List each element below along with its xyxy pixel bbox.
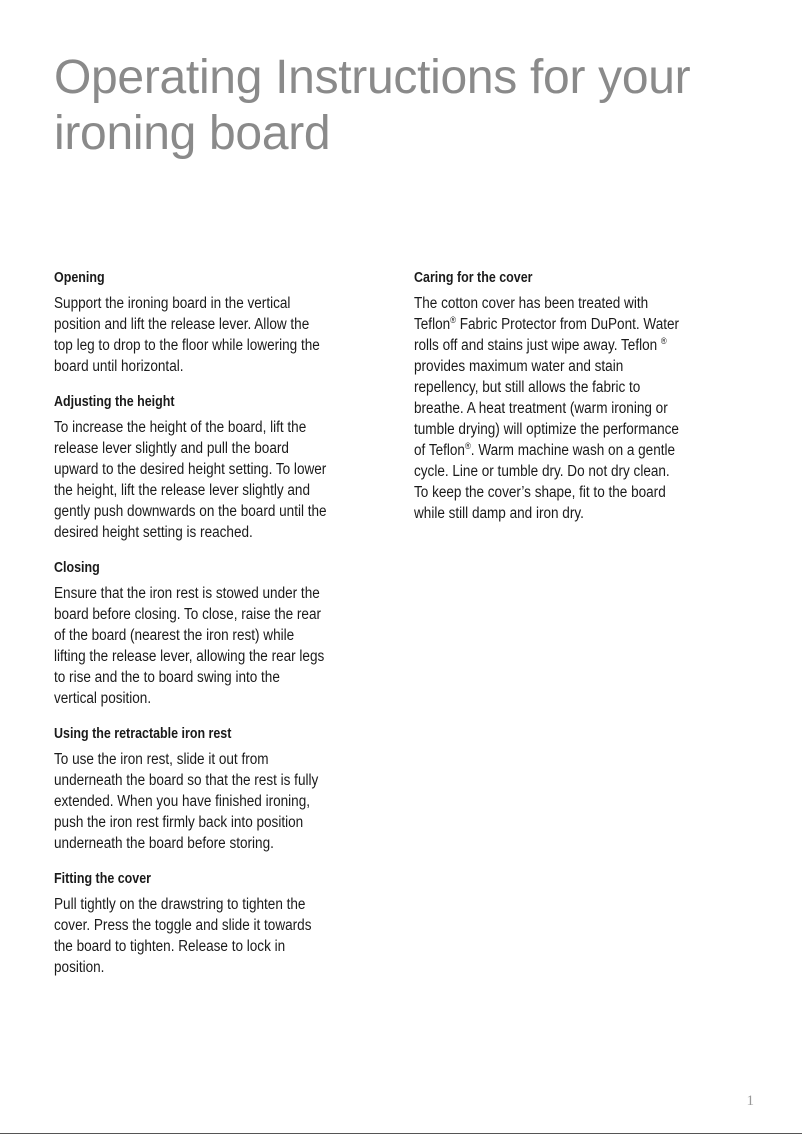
text-line: the height, lift the release lever slightly and bbox=[54, 482, 310, 499]
text-line: position and lift the release lever. Allow the bbox=[54, 316, 310, 333]
text-line: underneath the board before storing. bbox=[54, 835, 274, 852]
section-closing bbox=[54, 558, 384, 709]
text-line: repellency, but still allows the fabric to bbox=[414, 379, 641, 396]
text-line: To increase the height of the board, lift the bbox=[54, 419, 307, 436]
text-fragment: Teflon bbox=[414, 316, 451, 333]
text-line: desired height setting is reached. bbox=[54, 524, 253, 541]
section-adjusting-height bbox=[54, 392, 384, 543]
text-line: The cotton cover has been treated with bbox=[414, 295, 649, 312]
text-line: To use the iron rest, slide it out from bbox=[54, 751, 269, 768]
text-line: underneath the board so that the rest is fully bbox=[54, 772, 319, 789]
section-body bbox=[54, 293, 384, 377]
section-body bbox=[54, 894, 384, 978]
section-heading: Caring for the cover bbox=[414, 270, 533, 286]
text-fragment: . Warm machine wash on a gentle bbox=[470, 442, 676, 459]
text-line: release lever slightly and pull the board bbox=[54, 440, 289, 457]
text-line bbox=[414, 335, 704, 356]
section-heading: Fitting the cover bbox=[54, 871, 152, 887]
text-line: extended. When you have finished ironing, bbox=[54, 793, 310, 810]
text-line bbox=[414, 314, 704, 335]
section-heading: Using the retractable iron rest bbox=[54, 726, 232, 742]
section-opening bbox=[54, 268, 384, 377]
text-line: tumble drying) will optimize the performance bbox=[414, 421, 679, 438]
text-line: position. bbox=[54, 959, 105, 976]
text-fragment: Fabric Protector from DuPont. Water bbox=[455, 316, 680, 333]
text-line: the board to tighten. Release to lock in bbox=[54, 938, 286, 955]
text-line: cycle. Line or tumble dry. Do not dry clean. bbox=[414, 463, 670, 480]
section-body bbox=[54, 417, 384, 543]
registered-mark: ® bbox=[464, 441, 471, 451]
section-fitting-cover bbox=[54, 869, 384, 978]
text-line: To keep the cover’s shape, fit to the board bbox=[414, 484, 666, 501]
text-line: to rise and the to board swing into the bbox=[54, 669, 280, 686]
text-line: cover. Press the toggle and slide it towards bbox=[54, 917, 312, 934]
page-title-line: Operating Instructions for your bbox=[54, 51, 691, 104]
text-line: board before closing. To close, raise the rear bbox=[54, 606, 322, 623]
section-caring-cover bbox=[414, 268, 744, 524]
page-number: 1 bbox=[746, 1093, 754, 1109]
text-line: of the board (nearest the iron rest) while bbox=[54, 627, 295, 644]
text-line: top leg to drop to the floor while lowering the bbox=[54, 337, 320, 354]
text-fragment: rolls off and stains just wipe away. Teflon bbox=[414, 337, 661, 354]
section-body bbox=[414, 293, 744, 524]
section-body bbox=[54, 583, 384, 709]
page-title bbox=[54, 50, 754, 162]
text-line bbox=[414, 440, 704, 461]
text-line: while still damp and iron dry. bbox=[414, 505, 584, 522]
text-line: Ensure that the iron rest is stowed under the bbox=[54, 585, 320, 602]
section-body bbox=[54, 749, 384, 854]
section-heading: Opening bbox=[54, 270, 105, 286]
section-iron-rest bbox=[54, 724, 384, 854]
section-heading: Adjusting the height bbox=[54, 394, 175, 410]
text-line: lifting the release lever, allowing the rear legs bbox=[54, 648, 325, 665]
text-line: vertical position. bbox=[54, 690, 152, 707]
section-heading: Closing bbox=[54, 560, 100, 576]
text-line: Support the ironing board in the vertical bbox=[54, 295, 291, 312]
text-line: Pull tightly on the drawstring to tighten the bbox=[54, 896, 306, 913]
page-title-line: ironing board bbox=[54, 107, 331, 160]
registered-mark: ® bbox=[660, 336, 667, 346]
registered-mark: ® bbox=[450, 315, 456, 325]
page-bottom-rule bbox=[0, 1133, 802, 1134]
text-line: breathe. A heat treatment (warm ironing or bbox=[414, 400, 668, 417]
text-line: provides maximum water and stain bbox=[414, 358, 624, 375]
right-column bbox=[414, 268, 744, 539]
left-column bbox=[54, 268, 384, 993]
text-line: board until horizontal. bbox=[54, 358, 184, 375]
text-line: upward to the desired height setting. To lower bbox=[54, 461, 327, 478]
text-line: gently push downwards on the board until the bbox=[54, 503, 327, 520]
text-fragment: of Teflon bbox=[414, 442, 465, 459]
text-line: push the iron rest firmly back into position bbox=[54, 814, 304, 831]
